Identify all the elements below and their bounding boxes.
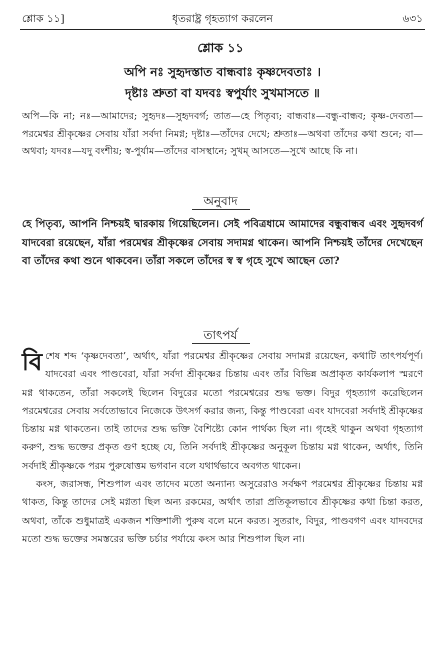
page-number: ৬৩১ xyxy=(402,13,423,25)
purport-paragraph-1: শেষ শব্দ ‘কৃষ্ণদেবতা’, অর্থাৎ, যাঁরা পরমেশ্বর শ্রীকৃষ্ণের সেবায় সদামগ্ন রয়েছেন, কথাটি তাৎপর্যপূর্ণ। যাদবেরা এবং পাণ্ডবেরা, যাঁরা সর্বদা শ্রীকৃষ্ণের চিন্তায় এবং তাঁর বিভিন্ন অপ্রাকৃত কার্যকলাপ স্মরণে মগ্ন থাকতেন, তাঁরা সকলেই ছিলেন বিদুরের মতো পরমেশ্বরের শুদ্ধ ভক্ত। বিদুর গৃহত্যাগ করেছিলেন পরমেশ্বরের সেবায় সর্বতোভাবে নিজেকে উৎসর্গ করার জন্য, কিন্তু পাণ্ডবেরা এবং যাদবেরা সর্বদাই শ্রীকৃষ্ণের চিন্তায় মগ্ন থাকতেন। তাই তাদের শুদ্ধ ভক্তি বৈশিষ্ট্যে কোন পার্থক্য ছিল না। গৃহেই থাকুন অথবা গৃহত্যাগ করুণ, শুদ্ধ ভক্তের প্রকৃত গুণ হচ্ছে যে, তিনি সর্বদাই শ্রীকৃষ্ণের অনুকূল চিন্তায় মগ্ন থাকেন, অর্থাৎ, তিনি সর্বদাই শ্রীকৃষ্ণকে পরম পুরুষোত্তম ভগবান বলে যথার্থভাবে অবগত থাকেন। xyxy=(22,351,423,472)
header-chapter-title: ধৃতরাষ্ট্র গৃহত্যাগ করলেন xyxy=(172,13,273,25)
translation-heading: অনুবাদ xyxy=(203,194,238,208)
word-synonyms: অপি—কি না; নঃ—আমাদের; সুহৃদঃ—সুহৃদবর্গ; তাত—হে পিতৃব্য; বান্ধবাঃ—বন্ধু-বান্ধব; কৃষ্ণ-দেবতা—পরমেশ্বর শ্রীকৃষ্ণের সেবায় যাঁরা সর্বদা নিমগ্ন; দৃষ্টাঃ—তাঁদের দেখে; শ্রুতাঃ—অথবা তাঁদের কথা শুনে; বা—অথবা; যদবঃ—যদু বংশীয়; স্ব-পুর্যাম—তাঁদের বাসস্থানে; সুখম্ আসতে—সুখে আছে কি না। xyxy=(22,111,423,157)
header-verse-ref: শ্লোক ১১] xyxy=(22,13,65,25)
sanskrit-verse xyxy=(22,62,423,104)
running-header xyxy=(22,12,423,30)
verse-number: শ্লোক ১১ xyxy=(197,40,244,55)
purport-paragraph-2: কংস, জরাসন্ধ, শিশুপাল এবং তাদেব মতো অন্যান্য অসুরেরাও সর্বক্ষণ পরমেশ্বর শ্রীকৃষ্ণের চিন্তায় মগ্ন থাকত, কিন্তু তাদের সেই মগ্নতা ছিল অন্য রকমের, অর্থাৎ তারা প্রতিকূলভাবে শ্রীকৃষ্ণের কথা চিন্তা করত, অথবা, তাঁকে শুধুমাত্রই একজন শক্তিশালী পুরুষ বলে মনে করত। সুতরাং, বিদুর, পাণ্ডবগণ এবং যাদবদের মতো শুদ্ধ ভক্তের সমস্তরের ভক্তি চর্চার পর্যায়ে কংস আর শিশুপাল ছিল না। xyxy=(22,479,423,545)
header-divider xyxy=(20,29,425,30)
translation-heading-underline xyxy=(192,209,250,210)
verse-line-1: অপি নঃ সুহৃদস্তাত বান্ধবাঃ কৃষ্ণদেবতাঃ । xyxy=(124,65,321,79)
verse-line-2: দৃষ্টাঃ শ্রুতা বা যদবঃ স্বপুর্যাং সুখমাসতে ॥ xyxy=(125,86,320,100)
dropcap-letter: বি xyxy=(22,347,43,376)
purport-heading: তাৎপর্য xyxy=(203,328,238,342)
purport-heading-underline xyxy=(192,343,250,344)
translation-text: হে পিতৃব্য, আপনি নিশ্চয়ই দ্বারকায় গিয়েছিলেন। সেই পবিত্রধামে আমাদের বন্ধুবান্ধব এবং সুহৃদবর্গ যাদবেরা রয়েছেন, যাঁরা পরমেশ্বর শ্রীকৃষ্ণের সেবায় সদামগ্ন থাকেন। আপনি নিশ্চয়ই তাঁদের দেখেছেন বা তাঁদের কথা শুনে থাকবেন। তাঁরা সকলে তাঁদের স্ব স্ব গৃহে সুখে আছেন তো? xyxy=(22,218,423,267)
purport-body xyxy=(22,348,423,549)
